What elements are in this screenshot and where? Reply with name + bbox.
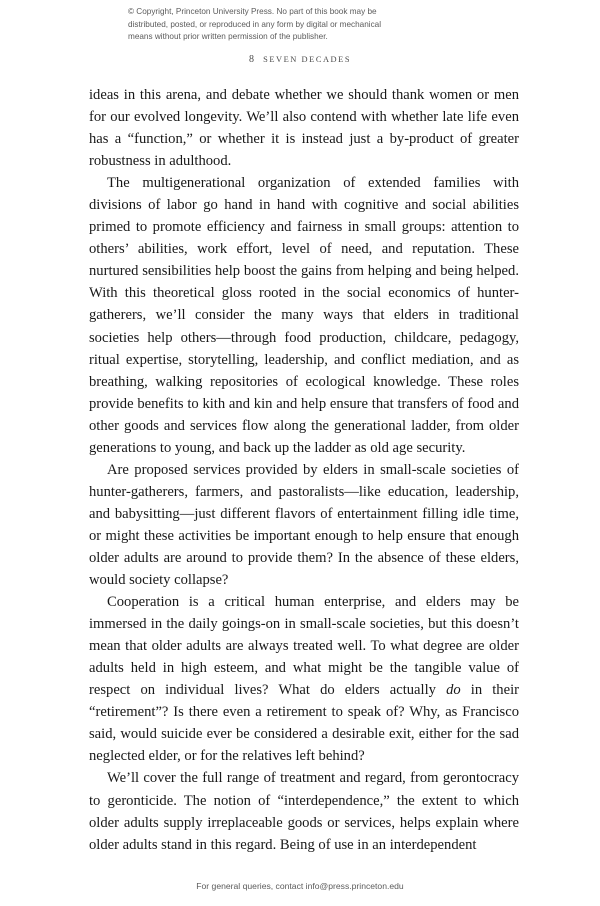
- paragraph-5: We’ll cover the full range of treatment and regard, from gerontocracy to geronticide. The notion of “interdependence,” the extent to which older adults supply irreplaceable goods or services, helps explain where older adults stand in this regard. Being of use in an interdependent: [89, 770, 519, 853]
- running-head-title: SEVEN DECADES: [263, 55, 352, 64]
- paragraph-4-text-before: Cooperation is a critical human enterprise, and elders may be immersed in the daily goings-on in small-scale societies, but this doesn’t mean that older adults are always treated well. To what degree are older adults held in high esteem, and what might be the tangible value of respect on individual lives? What do elders actually: [89, 594, 519, 699]
- body-textblock: [89, 84, 519, 856]
- copyright-line-1: © Copyright, Princeton University Press. No part of this book may be: [128, 7, 377, 16]
- paragraph-4-emphasis: do: [446, 682, 461, 699]
- running-head: [0, 54, 600, 65]
- paragraph-2: The multigenerational organization of extended families with divisions of labor go hand in hand with cognitive and social abilities primed to promote efficiency and fairness in small groups: attention to others’ abilities, work effort, level of need, and reputation. These nurtured sensibilities help boost the gains from helping and being helped. With this theoretical gloss rooted in the social economics of hunter-gatherers, we’ll consider the many ways that elders in traditional societies help others—through food production, childcare, pedagogy, ritual expertise, storytelling, leadership, and conflict mediation, and as breathing, walking repositories of ecological knowledge. These roles provide benefits to kith and kin and help ensure that transfers of food and other goods and services flow along the generational ladder, from older generations to young, and back up the ladder as old age security.: [89, 175, 519, 456]
- paragraph-4-text-after: in their “retirement”? Is there even a retirement to speak of? Why, as Francisco said, would suicide ever be considered a desirable exit, either for the sad neglected elder, or for the relatives left behind?: [89, 682, 519, 765]
- copyright-line-2: distributed, posted, or reproduced in any form by digital or mechanical: [128, 19, 382, 29]
- copyright-notice: [128, 6, 472, 44]
- paragraph-1: ideas in this arena, and debate whether we should thank women or men for our evolved longevity. We’ll also contend with whether late life even has a “function,” or whether it is instead just a by-product of greater robustness in adulthood.: [89, 87, 519, 170]
- page-number: 8: [248, 54, 255, 65]
- paragraph-3: Are proposed services provided by elders in small-scale societies of hunter-gatherers, farmers, and pastoralists—like education, leadership, and babysitting—just different flavors of entertainment filling idle time, or might these activities be important enough to help ensure that enough older adults are around to provide them? In the absence of these elders, would society collapse?: [89, 461, 519, 589]
- page-footer: For general queries, contact info@press.princeton.edu: [196, 881, 404, 891]
- paragraph-4: [89, 591, 519, 767]
- copyright-line-3: means without prior written permission of the publisher.: [128, 32, 328, 42]
